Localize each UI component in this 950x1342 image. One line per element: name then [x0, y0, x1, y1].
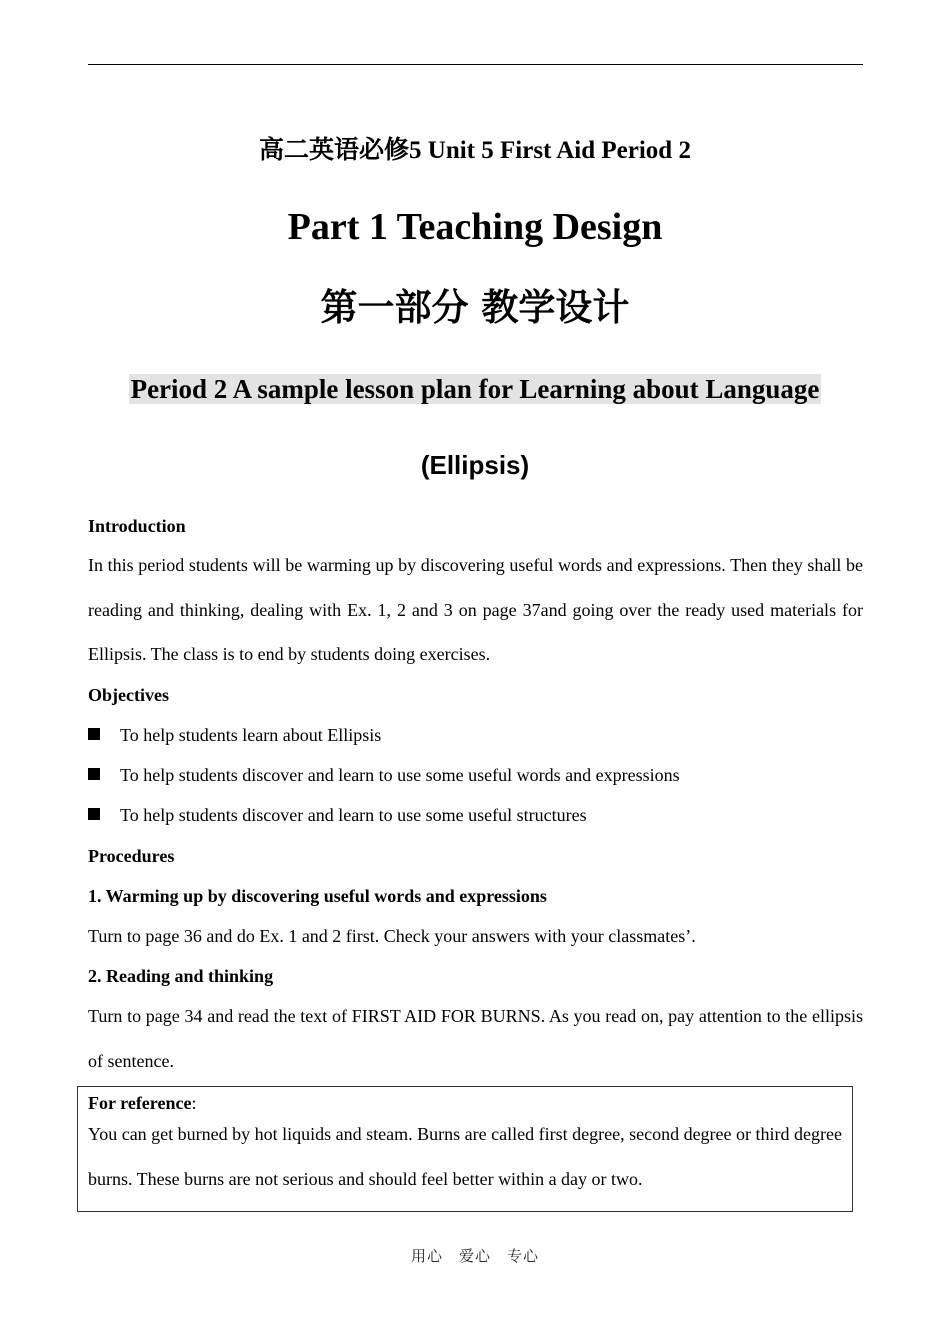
period-title [0, 370, 950, 408]
objective-item [88, 763, 680, 787]
step2-heading: 2. Reading and thinking [88, 966, 274, 986]
bullet-square-icon [88, 808, 100, 820]
part-title: Part 1 Teaching Design [287, 206, 663, 248]
objective-item [88, 803, 587, 827]
introduction-heading [88, 514, 863, 538]
reference-label-colon: : [191, 1093, 197, 1113]
part-title-chinese: 第一部分 教学设计 [320, 286, 630, 329]
objective-text: To help students discover and learn to use some useful structures [120, 805, 587, 825]
period-title-text: Period 2 A sample lesson plan for Learning about Language [130, 374, 820, 404]
step2-text: Turn to page 34 and read the text of FIRST AID FOR BURNS. As you read on, pay attention to the ellipsis of sentence. [88, 1006, 863, 1071]
document-title: 高二英语必修5 Unit 5 First Aid Period 2 [259, 137, 691, 164]
introduction-text: In this period students will be warming up by discovering useful words and expressions. Then they shall be reading and thinking, dealing with Ex. 1, 2 and 3 on page 37and going over the ready used materials for Ellipsis. The class is to end by students doing exercises. [88, 555, 863, 664]
introduction-heading-text: Introduction [88, 516, 186, 536]
header-rule [88, 64, 863, 65]
objective-text: To help students discover and learn to use some useful words and expressions [120, 765, 680, 785]
bullet-square-icon [88, 768, 100, 780]
step1-heading: 1. Warming up by discovering useful words and expressions [88, 886, 547, 906]
topic-title: (Ellipsis) [420, 450, 530, 480]
reference-label-text: For reference [88, 1093, 192, 1113]
footer-motto: 用心 爱心 专心 [410, 1247, 539, 1265]
reference-text: You can get burned by hot liquids and steam. Burns are called first degree, second degree or third degree burns. These burns are not serious and should feel better within a day or two. [88, 1124, 842, 1189]
bullet-square-icon [88, 728, 100, 740]
step1-text: Turn to page 36 and do Ex. 1 and 2 first. Check your answers with your classmates’. [88, 926, 696, 946]
objectives-heading: Objectives [88, 685, 169, 705]
objective-item [88, 723, 381, 747]
reference-box [77, 1086, 853, 1212]
objective-text: To help students learn about Ellipsis [120, 725, 382, 745]
procedures-heading: Procedures [88, 846, 175, 866]
